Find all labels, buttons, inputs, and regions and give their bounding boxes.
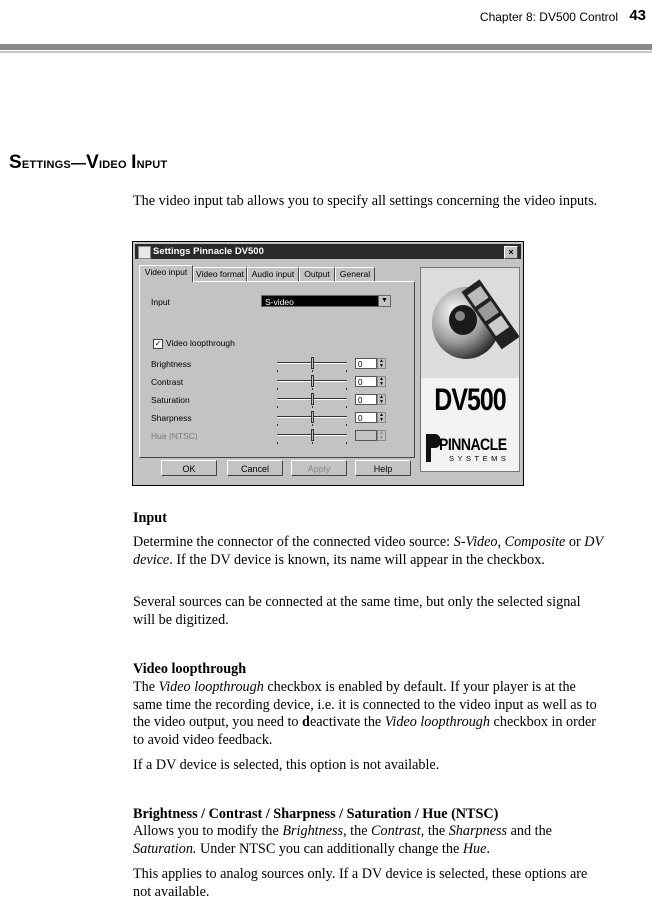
chapter-title: Chapter 8: DV500 Control xyxy=(479,10,618,24)
contrast-field[interactable]: 0 xyxy=(355,376,377,387)
input-select[interactable] xyxy=(261,295,391,307)
input-paragraph-2: Several sources can be connected at the same time, but only the selected signal will be digitized. xyxy=(133,594,581,628)
chevron-down-icon[interactable]: ▼ xyxy=(378,296,390,306)
brightness-slider[interactable] xyxy=(277,357,347,369)
heading-video-loopthrough: Video loopthrough xyxy=(133,661,247,677)
spin-arrows-icon[interactable]: ▲ ▼ xyxy=(377,394,386,405)
title-initial: I xyxy=(131,152,137,173)
input-label: Input xyxy=(151,297,170,307)
title-word: ettings xyxy=(21,155,71,172)
sharpness-slider[interactable] xyxy=(277,411,347,423)
tab-output[interactable]: Output xyxy=(299,267,335,281)
loop-paragraph-1: The Video loopthrough checkbox is enabled by default. If your player is at the same time the recording device, i.e. it is connected to the video input as well as to the video output, you need to deactivate the Video loopthrough checkbox in order to avoid video feedback. xyxy=(133,679,597,748)
section-title xyxy=(9,152,167,174)
apply-button[interactable]: Apply xyxy=(291,460,347,476)
title-dash: — xyxy=(70,155,87,172)
camera-film-graphic xyxy=(421,268,519,378)
cancel-button[interactable]: Cancel xyxy=(227,460,283,476)
input-paragraph-1: Determine the connector of the connected video source: S-Video, Composite or DV device. If the DV device is known, its name will appear in the checkbox. xyxy=(133,534,603,568)
bcs-paragraph-1: Allows you to modify the Brightness, the Contrast, the Sharpness and the Saturation. Under NTSC you can additionally change the Hue. xyxy=(133,823,552,857)
title-word: nput xyxy=(136,155,168,172)
contrast-slider[interactable] xyxy=(277,375,347,387)
input-value: S-video xyxy=(265,297,294,307)
pinnacle-logo-panel xyxy=(420,267,520,472)
tab-audio-input[interactable]: Audio input xyxy=(247,267,299,281)
header-rule-light xyxy=(0,51,652,53)
title-initial: S xyxy=(9,152,22,173)
hue-label: Hue (NTSC) xyxy=(151,431,198,441)
bcs-paragraph-2: This applies to analog sources only. If a DV device is selected, these options are not available. xyxy=(133,866,588,900)
sharpness-field[interactable]: 0 xyxy=(355,412,377,423)
tab-video-input[interactable]: Video input xyxy=(139,265,193,282)
page-number: 43 xyxy=(629,7,646,24)
video-loopthrough-checkbox[interactable]: ✓ xyxy=(154,339,162,348)
spin-arrows-icon[interactable]: ▲ ▼ xyxy=(377,412,386,423)
hue-slider xyxy=(277,429,347,441)
dialog-titlebar xyxy=(135,244,521,259)
dialog-title: Settings Pinnacle DV500 xyxy=(153,246,264,257)
saturation-field[interactable]: 0 xyxy=(355,394,377,405)
title-initial: V xyxy=(86,152,100,173)
tab-video-format[interactable]: Video format xyxy=(193,267,247,281)
video-loopthrough-label: Video loopthrough xyxy=(166,338,235,348)
help-button[interactable]: Help xyxy=(355,460,411,476)
intro-paragraph: The video input tab allows you to specify all settings concerning the video inputs. xyxy=(133,193,598,209)
settings-dialog xyxy=(132,241,524,486)
header-rule xyxy=(0,44,652,50)
ok-button[interactable]: OK xyxy=(161,460,217,476)
spin-arrows-icon[interactable]: ▲ ▼ xyxy=(377,358,386,369)
slider-thumb[interactable] xyxy=(311,357,314,369)
systems-subtitle: SYSTEMS xyxy=(449,454,510,463)
slider-thumb[interactable] xyxy=(311,393,314,405)
spin-arrows-icon[interactable]: ▲ ▼ xyxy=(377,376,386,387)
loop-paragraph-2: If a DV device is selected, this option is not available. xyxy=(133,757,440,773)
dv500-logo-text: DV500 xyxy=(434,382,506,418)
app-icon xyxy=(138,246,151,259)
slider-thumb[interactable] xyxy=(311,411,314,423)
heading-adjustments: Brightness / Contrast / Sharpness / Saturation / Hue (NTSC) xyxy=(133,806,499,822)
hue-field xyxy=(355,430,377,441)
saturation-label: Saturation xyxy=(151,395,190,405)
slider-thumb xyxy=(311,429,314,441)
sharpness-label: Sharpness xyxy=(151,413,192,423)
close-icon[interactable]: × xyxy=(504,246,518,259)
heading-input: Input xyxy=(133,510,167,526)
contrast-label: Contrast xyxy=(151,377,184,387)
pinnacle-brand: PINNACLE xyxy=(439,434,507,454)
title-word: ideo xyxy=(99,155,132,172)
brightness-field[interactable]: 0 xyxy=(355,358,377,369)
slider-thumb[interactable] xyxy=(311,375,314,387)
brightness-label: Brightness xyxy=(151,359,192,369)
spin-arrows-icon: ▲ ▼ xyxy=(377,430,386,441)
page-header xyxy=(0,0,652,58)
saturation-slider[interactable] xyxy=(277,393,347,405)
tab-general[interactable]: General xyxy=(335,267,375,281)
pinnacle-p-icon xyxy=(425,432,440,464)
